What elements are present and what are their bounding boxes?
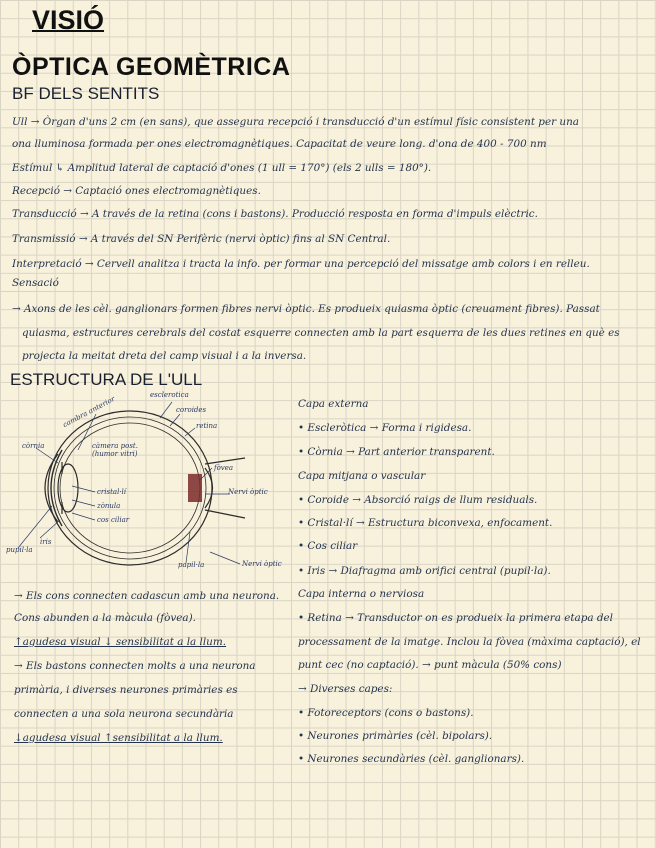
layer-item: • Cos ciliar [298,540,358,552]
page-subtitle: ÒPTICA GEOMÈTRICA [12,53,291,81]
layer-item: • Cristal·lí → Estructura biconvexa, enfocament. [298,517,553,529]
label-esclerotica: esclerotica [150,391,189,399]
note-cones: Cons abunden a la màcula (fòvea). [14,612,196,624]
layer-item: • Retina → Transductor on es produeix la primera etapa del [298,612,613,624]
layer-item: punt cec (no captació). → punt màcula (50% cons) [298,659,562,671]
label-cos-ciliar: cos ciliar [97,516,130,524]
note-rods: ↓agudesa visual ↑sensibilitat a la llum. [14,732,223,744]
label-retina: retina [196,422,218,430]
note-line: Interpretació → Cervell analitza i tracta la info. per formar una percepció del missatge amb colors i en relleu. [12,258,590,270]
note-cones: ↑agudesa visual ↓ sensibilitat a la llum. [14,636,227,648]
label-fovea: fòvea [214,464,234,472]
label-coroides: coroides [176,406,207,414]
label-zonula: zònula [97,502,121,510]
note-cones: → Els cons connecten cadascun amb una neurona. [14,590,280,602]
section-heading-senses: BF DELS SENTITS [12,84,160,103]
layer-heading-external: Capa externa [298,398,369,410]
label-nervi-optic: Nervi òptic [242,560,282,568]
layer-heading-middle: Capa mitjana o vascular [298,470,426,482]
layer-item: • Iris → Diafragma amb orifici central (pupil·la). [298,565,551,577]
label-papilla: papil·la [178,561,205,569]
note-rods: → Els bastons connecten molts a una neurona [14,660,256,672]
note-line: quiasma, estructures cerebrals del costat esquerre connecten amb la part esquerra de les dues retines en què es [22,327,620,339]
label-iris: iris [40,538,52,546]
layer-item: • Còrnia → Part anterior transparent. [298,446,495,458]
note-line: Sensació [12,277,59,289]
eye-diagram [0,388,296,588]
layer-item: • Neurones secundàries (cèl. ganglionars). [298,753,525,765]
note-line: Recepció → Captació ones electromagnètiques. [12,185,261,197]
layer-item: • Fotoreceptors (cons o bastons). [298,707,474,719]
label-nervi: Nervi òptic [228,488,268,496]
label-cambra-anterior: cambra anterior [61,394,117,430]
label-cornia: còrnia [22,442,45,450]
note-line: Transmissió → A través del SN Perifèric (nervi òptic) fins al SN Central. [12,233,391,245]
note-line: Ull → Òrgan d'uns 2 cm (en sans), que assegura recepció i transducció d'un estímul físic consistent per una [12,116,579,128]
note-line: Transducció → A través de la retina (cons i bastons). Producció resposta en forma d'impuls elèctric. [12,208,538,220]
note-line: → Axons de les cèl. ganglionars formen fibres nervi òptic. Es produeix quiasma òptic (creuament fibres). Passat [12,303,600,315]
section-heading-eye-structure: ESTRUCTURA DE L'ULL [10,370,203,389]
layer-item: • Neurones primàries (cèl. bipolars). [298,730,493,742]
label-cambra-posterior: càmera post. (humor vitri) [92,442,138,458]
layer-item: • Escleròtica → Forma i rigidesa. [298,422,472,434]
layer-heading-internal: Capa interna o nerviosa [298,588,425,600]
note-rods: connecten a una sola neurona secundària [14,708,234,720]
label-cristalli: cristal·lí [97,488,127,496]
note-line: Estímul ↳ Amplitud lateral de captació d'ones (1 ull = 170°) (els 2 ulls = 180°). [12,162,432,174]
layer-item: • Coroide → Absorció raigs de llum residuals. [298,494,538,506]
note-line: projecta la meitat dreta del camp visual i a la inversa. [22,350,307,362]
note-rods: primària, i diverses neurones primàries es [14,684,238,696]
page-title: VISIÓ [32,5,105,35]
layer-item: → Diverses capes: [298,683,393,695]
label-pupilla: pupil·la [6,546,33,554]
layer-item: processament de la imatge. Inclou la fòvea (màxima captació), el [298,636,641,648]
note-line: ona lluminosa formada per ones electromagnètiques. Capacitat de veure long. d'ona de 400 - 700 nm [12,138,547,150]
